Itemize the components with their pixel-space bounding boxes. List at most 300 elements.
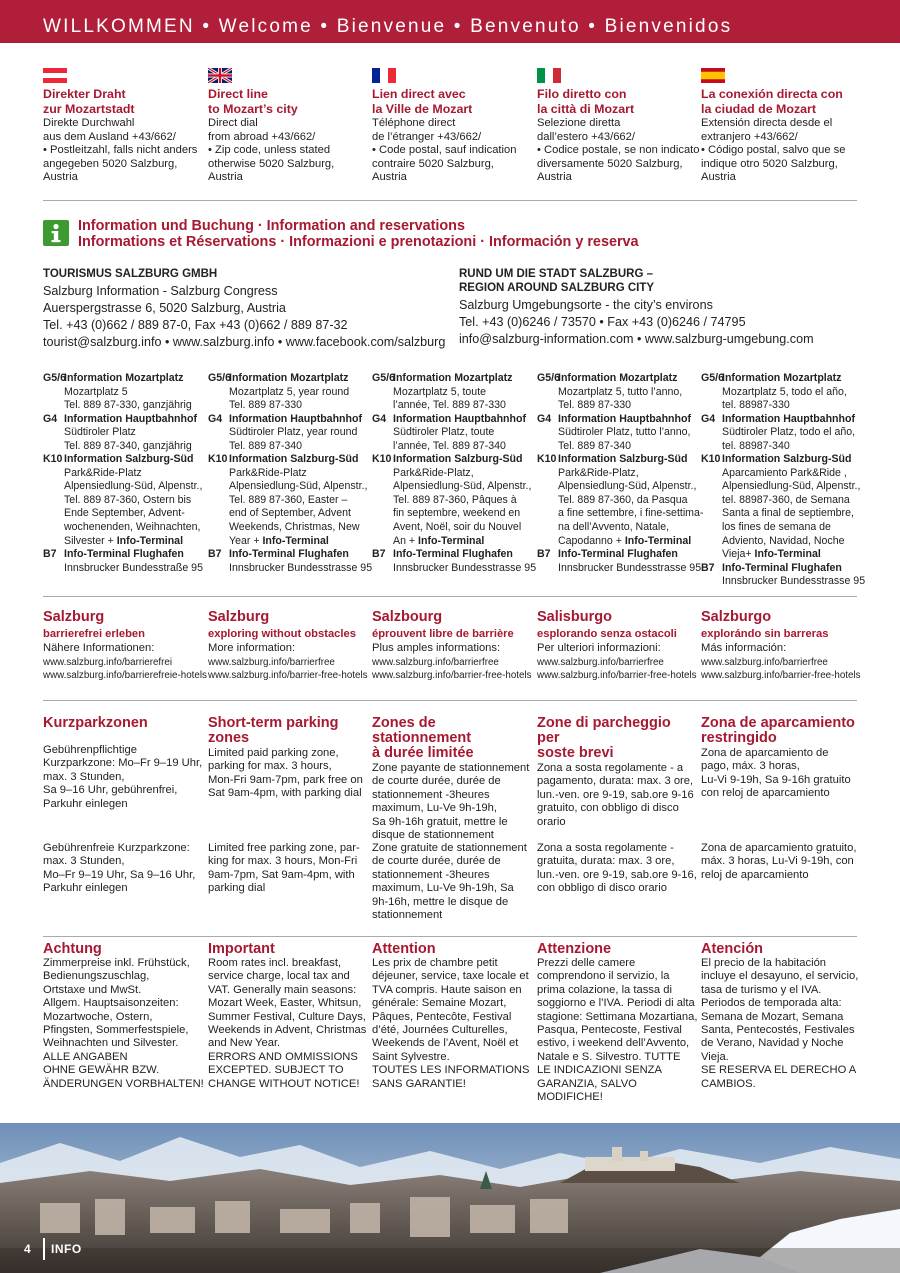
location-row	[701, 467, 863, 481]
language-body-line: dall’estero +43/662/	[537, 130, 635, 143]
note-line: VAT. Generally main seasons:	[208, 983, 357, 996]
location-row	[537, 521, 699, 535]
location-text-part: Info-Terminal	[418, 534, 485, 547]
language-heading-line: zur Mozartstadt	[43, 102, 135, 116]
austria-flag	[43, 68, 67, 83]
location-text: Avent, Noël, soir du Nouvel	[393, 521, 522, 534]
divider	[43, 936, 857, 937]
language-heading-line: la Ville de Mozart	[372, 102, 473, 116]
barrier-free-column	[43, 609, 207, 682]
location-code	[537, 562, 558, 576]
note-line: de Verano, Navidad y Noche	[701, 1037, 844, 1050]
location-row	[372, 521, 534, 535]
page-title: WILLKOMMEN • Welcome • Bienvenue • Benvenuto • Bienvenidos	[43, 16, 733, 37]
salzburg-winter-photo	[0, 1123, 900, 1273]
location-code	[208, 399, 229, 413]
location-row	[208, 480, 370, 494]
paid-zone-line: pago, máx. 3 horas,	[701, 760, 800, 773]
location-text: Information Mozartplatz	[393, 372, 513, 384]
uk-flag	[208, 68, 232, 83]
location-text: Tel. 889 87-330, ganzjährig	[64, 399, 192, 412]
location-row	[537, 440, 699, 454]
free-zone-line: Gebührenfreie Kurzparkzone:	[43, 842, 190, 854]
note-line: d’été, Journées Culturelles,	[372, 1024, 508, 1037]
language-heading-line: La conexión directa con	[701, 87, 843, 101]
barrier-free-column	[537, 610, 697, 682]
free-zone-line: stationnement -3heures	[372, 868, 490, 881]
location-code: G5/6	[372, 372, 395, 384]
location-code	[372, 562, 393, 576]
location-text-part: An +	[393, 534, 419, 547]
note-line: ALLE ANGABEN	[43, 1050, 128, 1063]
note-line: and New Year.	[208, 1037, 281, 1050]
location-row	[372, 413, 534, 427]
location-code	[537, 440, 558, 454]
location-code	[372, 399, 393, 413]
location-code	[372, 440, 393, 454]
paid-zone-line: lun.-ven. ore 9-19, sab.ore 9-16	[537, 788, 694, 801]
section-title	[208, 716, 368, 746]
location-text: Info-Terminal Flughafen	[558, 548, 678, 561]
language-heading	[208, 87, 368, 117]
barrier-free-link[interactable]: www.salzburg.info/barrierefrei	[43, 656, 173, 668]
location-text: Park&Ride-Platz	[229, 466, 307, 479]
note-line: Santa, Pentecostés, Festivales	[701, 1024, 855, 1037]
location-text: Alpensiedlung-Süd, Alpenstr.,	[393, 480, 532, 493]
location-row	[43, 440, 205, 454]
location-code: G4	[43, 412, 58, 425]
location-row	[372, 453, 534, 467]
note-line: Allgem. Hauptsaisonzeiten:	[43, 997, 179, 1010]
location-text: Information Mozartplatz	[722, 372, 842, 384]
contact-line: Salzburg Umgebungsorte - the city’s environs	[459, 298, 713, 312]
divider	[43, 700, 857, 701]
paid-zone-line: disque de stationnement	[372, 829, 494, 842]
location-row	[537, 535, 699, 549]
location-row	[537, 426, 699, 440]
note-line: CHANGE WITHOUT NOTICE!	[208, 1077, 360, 1090]
location-column	[701, 372, 866, 589]
location-code	[537, 521, 558, 535]
location-row	[208, 467, 370, 481]
note-line: Weekends in Advent, Christmas	[208, 1024, 367, 1037]
location-row	[537, 372, 699, 386]
location-text: Info-Terminal Flughafen	[393, 548, 513, 561]
location-code: G5/6	[537, 372, 560, 384]
free-zone-line: de courte durée, durée de	[372, 855, 501, 868]
location-code	[43, 507, 64, 521]
header-bar	[0, 0, 900, 43]
location-text: Santa a final de septiembre,	[722, 507, 854, 520]
location-code	[701, 399, 722, 413]
note-line: Saint Sylvestre.	[372, 1050, 450, 1063]
barrier-free-link[interactable]: www.salzburg.info/barrier-free-hotels	[537, 669, 697, 681]
note-line: Natale e S. Silvestro. TUTTE	[537, 1050, 681, 1063]
location-row	[43, 535, 205, 549]
note-line: stagione: Settimana Mozartiana,	[537, 1010, 698, 1023]
barrier-free-link[interactable]: www.salzburg.info/barrierfree	[701, 656, 828, 668]
location-text: Information Hauptbahnhof	[722, 412, 855, 425]
section-title: Important	[208, 941, 275, 957]
location-code	[701, 575, 722, 589]
location-text-part: Silvester +	[64, 534, 117, 547]
language-body-line: Téléphone direct	[372, 117, 456, 129]
spain-flag	[701, 68, 725, 83]
note-line: tasa de turismo y el IVA.	[701, 983, 822, 996]
contact-heading-line: TOURISMUS SALZBURG GMBH	[43, 268, 218, 280]
barrier-free-link[interactable]: www.salzburg.info/barrierfree	[372, 656, 499, 668]
location-text: tel. 88987-330	[722, 399, 790, 412]
location-text: Information Hauptbahnhof	[558, 412, 691, 425]
location-code	[537, 467, 558, 481]
free-zone-text	[537, 842, 697, 896]
section-title: Attenzione	[537, 941, 612, 957]
location-code	[372, 386, 393, 400]
location-row	[537, 386, 699, 400]
note-line: OHNE GEWÄHR BZW.	[43, 1064, 160, 1077]
location-row	[701, 440, 863, 454]
location-text-part: Year +	[229, 534, 263, 547]
note-line: LE INDICAZIONI SENZA	[537, 1064, 662, 1077]
location-code	[701, 494, 722, 508]
language-body-line: angegeben 5020 Salzburg,	[43, 157, 178, 170]
paid-zone-line: stationnement -3heures	[372, 788, 490, 801]
location-row	[537, 561, 702, 576]
location-code: B7	[372, 548, 386, 561]
location-row	[208, 535, 370, 549]
location-code: G5/6	[43, 372, 66, 384]
location-row	[208, 453, 370, 467]
location-row	[701, 562, 863, 576]
location-code	[43, 535, 64, 549]
section-subtitle: exploring without obstacles	[208, 628, 356, 640]
location-code	[372, 467, 393, 481]
location-code: G4	[537, 412, 552, 425]
location-text: Ende September, Advent-	[64, 507, 185, 520]
location-text-part: Info-Terminal	[116, 534, 184, 547]
location-row	[43, 494, 205, 508]
location-row	[701, 413, 863, 427]
language-body-line: otherwise 5020 Salzburg,	[208, 157, 335, 170]
location-text: Tel. 889 87-330	[229, 399, 303, 412]
contact-block	[43, 267, 445, 351]
location-code: G5/6	[701, 372, 724, 384]
location-row	[372, 467, 534, 481]
location-row	[372, 561, 537, 576]
note-column	[43, 942, 203, 1091]
note-column	[208, 942, 368, 1091]
section-title-line: restringido	[701, 730, 777, 746]
location-row	[537, 453, 699, 467]
language-body	[372, 117, 532, 185]
free-zone-line: king for max. 3 hours, Mon-Fri	[208, 855, 358, 868]
paid-zone-text	[372, 762, 532, 842]
location-code: B7	[43, 548, 57, 561]
section-title	[372, 716, 532, 761]
location-row	[537, 399, 699, 413]
location-text: Info-Terminal Flughafen	[64, 548, 184, 561]
language-body-line: from abroad +43/662/	[208, 130, 316, 143]
barrier-free-link[interactable]: www.salzburg.info/barrier-free-hotels	[372, 669, 532, 681]
info-icon	[43, 220, 69, 246]
location-code	[43, 399, 64, 413]
location-text-part: Vieja+	[722, 548, 755, 561]
note-line: déjeuner, service, taxe locale et	[372, 970, 529, 983]
location-text: Südtiroler Platz, todo el año,	[722, 426, 856, 439]
section-title: Salisburgo	[537, 609, 612, 625]
barrier-free-link[interactable]: www.salzburg.info/barrierfree	[537, 656, 664, 668]
location-row	[43, 480, 205, 494]
free-zone-text	[43, 842, 203, 896]
language-heading-line: la città di Mozart	[537, 102, 635, 116]
location-code	[372, 535, 393, 549]
location-text: Tel. 889 87-340	[558, 439, 632, 452]
location-text-part: Info-Terminal	[262, 534, 329, 547]
language-body-line: • Postleitzahl, falls nicht anders	[43, 144, 198, 157]
location-row	[43, 372, 205, 386]
section-text: Más información:	[701, 642, 787, 655]
location-code	[208, 426, 229, 440]
location-text: Innsbrucker Bundesstrasse 95	[558, 561, 702, 574]
location-text: fin septembre, weekend en	[393, 507, 521, 520]
location-text: Alpensiedlung-Süd, Alpenstr.,	[229, 480, 368, 493]
location-text-part: Capodanno +	[558, 534, 625, 547]
paid-zone-line: Zone payante de stationnement	[372, 762, 530, 774]
location-row	[208, 561, 373, 576]
location-code: K10	[43, 453, 63, 466]
language-body-line: Extensión directa desde el	[701, 117, 833, 129]
location-row	[208, 399, 370, 413]
contact-heading	[43, 267, 445, 281]
paid-zone-text	[43, 744, 203, 811]
language-body	[208, 117, 368, 185]
free-zone-line: max. 3 Stunden,	[43, 855, 125, 868]
location-text: Information Mozartplatz	[558, 372, 678, 384]
parking-column	[372, 715, 532, 922]
note-line: GARANZIA, SALVO	[537, 1077, 637, 1090]
language-body-line: Austria	[372, 171, 407, 184]
contact-block	[459, 267, 814, 348]
location-text: Information Salzburg-Süd	[64, 453, 194, 466]
free-zone-line: Limited free parking zone, par-	[208, 842, 360, 854]
paid-zone-line: Limited paid parking zone,	[208, 747, 339, 759]
location-code: K10	[537, 453, 557, 466]
parking-column	[208, 715, 368, 895]
location-text: Information Hauptbahnhof	[64, 412, 197, 425]
location-text	[229, 535, 329, 549]
location-text: Tel. 889 87-340, ganzjährig	[64, 439, 192, 452]
note-line: Les prix de chambre petit	[372, 957, 498, 969]
paid-zone-line: orario	[537, 815, 566, 828]
location-text: tel. 88987-340	[722, 439, 790, 452]
parking-column	[537, 715, 697, 895]
note-line: Pfingsten, Sommerfestspiele,	[43, 1024, 189, 1037]
location-code: G5/6	[208, 372, 231, 384]
location-code	[537, 535, 558, 549]
section-title: Salzbourg	[372, 609, 443, 625]
location-column	[208, 372, 373, 575]
free-zone-line: stationnement	[372, 909, 443, 922]
paid-zone-text	[208, 747, 368, 801]
divider	[43, 596, 857, 597]
section-subtitle: explorándo sin barreras	[701, 628, 829, 640]
section-title: Atención	[701, 941, 764, 957]
location-code: K10	[372, 453, 392, 466]
note-line: Vieja.	[701, 1050, 729, 1063]
language-body	[701, 117, 861, 185]
location-code	[208, 521, 229, 535]
location-text: end of September, Advent	[229, 507, 351, 520]
location-code: G4	[372, 412, 387, 425]
language-heading-line: Lien direct avec	[372, 87, 466, 101]
location-row	[701, 386, 863, 400]
location-row	[372, 535, 534, 549]
france-flag	[372, 68, 396, 83]
location-row	[372, 399, 534, 413]
paid-zone-line: maximum, Lu-Ve 9h-19h,	[372, 802, 497, 815]
location-row	[701, 480, 863, 494]
language-body	[537, 117, 700, 185]
paid-zone-line: Gebührenpflichtige	[43, 744, 137, 756]
free-zone-line: máx. 3 horas, Lu-Vi 9-19h, con	[701, 855, 854, 868]
location-row	[43, 386, 205, 400]
location-code: G4	[208, 412, 223, 425]
note-line: Prezzi delle camere	[537, 957, 636, 969]
location-text: Information Hauptbahnhof	[229, 412, 362, 425]
note-line: Summer Festival, Culture Days,	[208, 1010, 366, 1023]
location-row	[701, 399, 863, 413]
location-row	[372, 386, 534, 400]
location-text: Innsbrucker Bundesstrasse 95	[722, 575, 866, 588]
paid-zone-line: gratuito, con obbligo di disco	[537, 802, 679, 815]
paid-zone-line: Sa 9–16 Uhr, gebührenfrei,	[43, 784, 178, 797]
location-code	[537, 494, 558, 508]
location-code	[701, 426, 722, 440]
location-text: Park&Ride-Platz,	[393, 466, 474, 479]
note-line: Mozart Week, Easter, Whitsun,	[208, 997, 362, 1010]
location-code	[208, 480, 229, 494]
location-row	[701, 453, 863, 467]
location-row	[43, 413, 205, 427]
language-body-line: • Código postal, salvo que se	[701, 144, 846, 157]
free-zone-line: lun.-ven. ore 9-19, sab.ore 9-16,	[537, 868, 697, 881]
section-title: Salzburgo	[701, 609, 772, 625]
location-text	[393, 535, 484, 549]
free-zone-line: Zona de aparcamiento gratuito,	[701, 842, 857, 854]
location-row	[208, 548, 370, 562]
parking-column	[43, 715, 203, 895]
location-text: Mozartplatz 5, toute	[393, 385, 487, 398]
note-line: estivo, i weekend dell’Avvento,	[537, 1037, 690, 1050]
location-column	[43, 372, 205, 575]
note-line: Weekends de l’Avent, Noël et	[372, 1037, 519, 1050]
info-heading-line-1: Information und Buchung · Information and reservations	[78, 218, 465, 234]
parking-column	[701, 715, 861, 881]
location-text: Innsbrucker Bundesstraße 95	[64, 561, 203, 574]
language-column	[372, 68, 532, 185]
location-row	[43, 507, 205, 521]
location-code	[208, 535, 229, 549]
location-code	[43, 440, 64, 454]
location-row	[537, 413, 699, 427]
section-subtitle: éprouvent libre de barrière	[372, 628, 514, 640]
location-text: Mozartplatz 5, todo el año,	[722, 385, 847, 398]
language-body-line: Direct dial	[208, 117, 258, 129]
location-text: Alpensiedlung-Süd, Alpenstr.,	[722, 480, 861, 493]
note-line: MODIFICHE!	[537, 1091, 603, 1104]
location-code	[701, 548, 722, 562]
location-code	[372, 426, 393, 440]
location-text: Information Salzburg-Süd	[393, 453, 523, 466]
location-text: na dell’Avvento, Natale,	[558, 521, 670, 534]
barrier-free-column	[372, 610, 532, 682]
location-code	[701, 480, 722, 494]
language-heading-line: Direkter Draht	[43, 87, 126, 101]
location-code	[208, 507, 229, 521]
note-line: incluye el desayuno, el servicio,	[701, 970, 859, 983]
section-title-line: soste brevi	[537, 745, 614, 761]
location-row	[701, 494, 863, 508]
location-code	[43, 480, 64, 494]
location-text: Tel. 889 87-340	[229, 439, 303, 452]
section-title: Salzburg	[43, 609, 105, 625]
contact-heading	[459, 267, 814, 295]
location-code	[43, 426, 64, 440]
location-row	[43, 548, 205, 562]
language-column	[43, 68, 203, 185]
paid-zone-line: Lu-Vi 9-19h, Sa 9-16h gratuito	[701, 773, 851, 786]
paid-zone-line: Kurzparkzone: Mo–Fr 9–19 Uhr,	[43, 757, 203, 770]
note-line: comprendono il servizio, la	[537, 970, 670, 983]
barrier-free-link[interactable]: www.salzburg.info/barrierefreie-hotels	[43, 669, 207, 681]
location-row	[43, 467, 205, 481]
location-row	[701, 507, 863, 521]
language-body-line: contraire 5020 Salzburg,	[372, 157, 494, 170]
barrier-free-link[interactable]: www.salzburg.info/barrier-free-hotels	[701, 669, 861, 681]
language-heading	[701, 87, 861, 117]
free-zone-line: Parkuhr einlegen	[43, 882, 128, 895]
paid-zone-line: parking for max. 3 hours,	[208, 760, 332, 773]
language-body-line: Austria	[208, 171, 243, 184]
location-text: Alpensiedlung-Süd, Alpenstr.,	[64, 480, 203, 493]
location-text: wochenenden, Weihnachten,	[64, 521, 201, 534]
barrier-free-link[interactable]: www.salzburg.info/barrierfree	[208, 656, 335, 668]
paid-zone-line: con reloj de aparcamiento	[701, 787, 830, 800]
barrier-free-column	[701, 610, 861, 682]
free-zone-line: con obbligo di disco orario	[537, 882, 667, 895]
location-text: Info-Terminal Flughafen	[229, 548, 349, 561]
location-code	[372, 507, 393, 521]
location-code	[372, 494, 393, 508]
barrier-free-link[interactable]: www.salzburg.info/barrier-free-hotels	[208, 669, 368, 681]
note-line: Ortstaxe und MwSt.	[43, 983, 142, 996]
free-zone-line: Zone gratuite de stationnement	[372, 842, 527, 854]
free-zone-line: maximum, Lu-Ve 9h-19h, Sa	[372, 882, 514, 895]
note-line: El precio de la habitación	[701, 957, 827, 969]
location-code	[372, 521, 393, 535]
location-code: B7	[208, 548, 222, 561]
location-code	[208, 440, 229, 454]
paid-zone-line: Zona de aparcamiento de	[701, 747, 829, 759]
location-row	[208, 440, 370, 454]
location-row	[537, 467, 699, 481]
paid-zone-line: Parkuhr einlegen	[43, 797, 128, 810]
location-code	[208, 562, 229, 576]
location-row	[208, 426, 370, 440]
location-code: K10	[208, 453, 228, 466]
location-code	[701, 440, 722, 454]
location-code	[43, 521, 64, 535]
